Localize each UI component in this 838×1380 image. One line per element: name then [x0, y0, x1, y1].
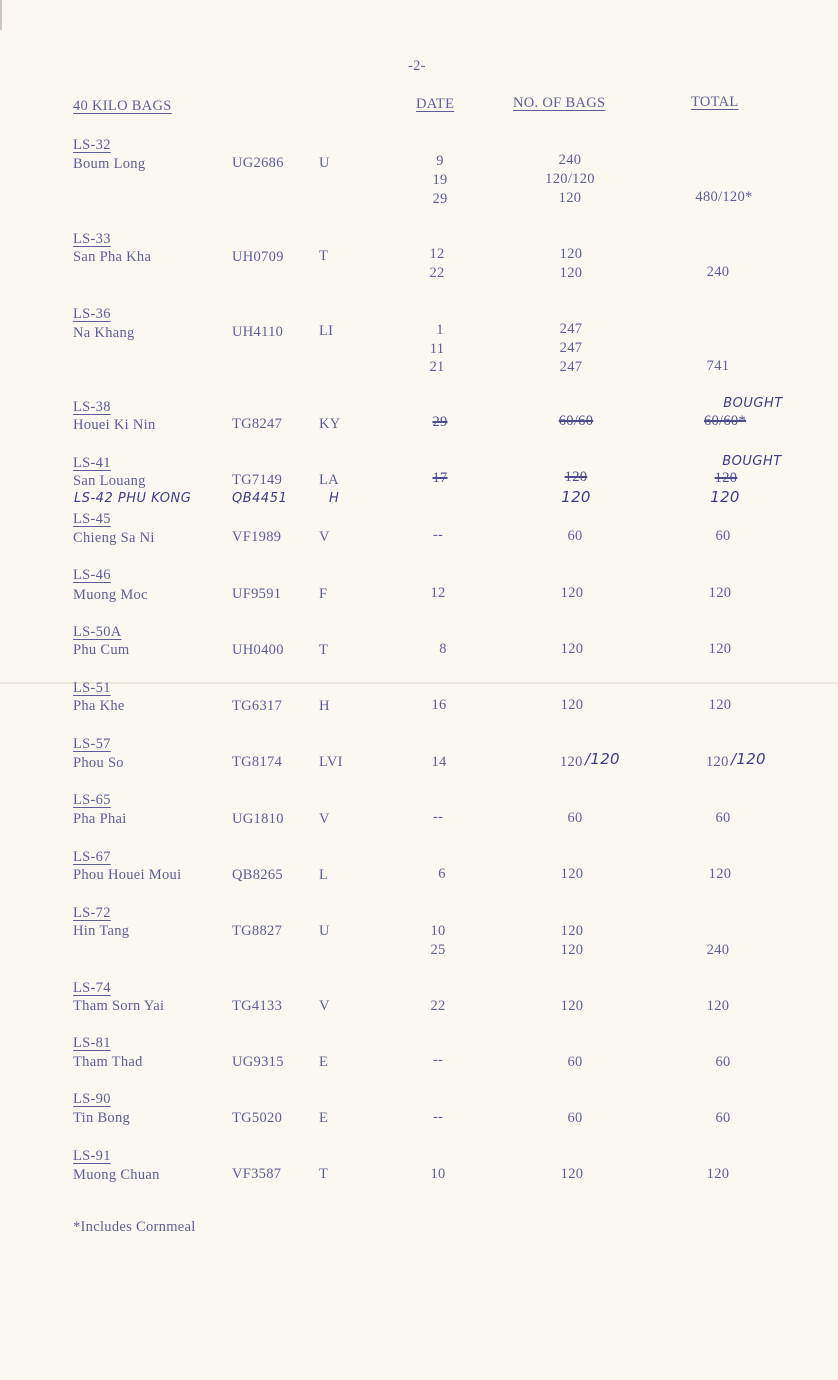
- site-name: Pha Khe: [73, 698, 125, 714]
- site-name: Boum Long: [73, 156, 146, 172]
- grid-ref: UH0709: [232, 249, 284, 265]
- site-name: Tham Sorn Yai: [73, 998, 165, 1014]
- header-total: TOTAL: [691, 94, 739, 110]
- struck-total: 120: [714, 470, 738, 486]
- site-letter: T: [319, 642, 329, 658]
- header-no-of-bags: NO. OF BAGS: [513, 95, 606, 111]
- site-letter: U: [319, 155, 330, 171]
- total-cell: 741: [706, 358, 730, 374]
- site-name: Chieng Sa Ni: [73, 530, 155, 546]
- site-code: LS-51: [73, 680, 111, 696]
- bags-cell: 60: [567, 528, 583, 544]
- bags-cell: 120/120: [545, 171, 595, 187]
- site-name: Phou So: [73, 755, 124, 771]
- date-cell: 22: [430, 998, 446, 1014]
- site-code: LS-32: [73, 137, 111, 153]
- site-name: Muong Moc: [73, 587, 148, 603]
- site-letter: V: [319, 529, 330, 545]
- site-code: LS-50A: [73, 624, 122, 640]
- total-cell: 240: [706, 264, 730, 280]
- site-letter: LI: [319, 323, 334, 339]
- total-cell: 240: [706, 942, 730, 958]
- total-cell: 60: [715, 528, 731, 544]
- page-number: -2-: [408, 58, 426, 74]
- site-letter: H: [319, 698, 330, 714]
- site-code: LS-36: [73, 306, 111, 322]
- total-cell: 120: [706, 1166, 730, 1182]
- date-cell: 6: [438, 866, 446, 882]
- grid-ref: UG9315: [232, 1054, 284, 1070]
- site-letter: U: [319, 923, 330, 939]
- site-letter: KY: [319, 416, 341, 432]
- site-code: LS-72: [73, 905, 111, 921]
- bags-cell: 120: [560, 585, 584, 601]
- total-cell: 120: [706, 998, 730, 1014]
- site-letter: V: [319, 811, 330, 827]
- site-letter: E: [319, 1054, 329, 1070]
- site-name: Houei Ki Nin: [73, 417, 156, 433]
- handwritten-bought: BOUGHT: [723, 396, 783, 411]
- bags-cell: 247: [559, 321, 583, 337]
- site-name: Tin Bong: [73, 1110, 131, 1126]
- date-cell: 19: [432, 172, 448, 188]
- handwritten-letter: H: [329, 491, 340, 506]
- date-cell: 14: [431, 754, 447, 770]
- site-letter: L: [319, 867, 329, 883]
- grid-ref: UF9591: [232, 586, 282, 602]
- date-cell: 10: [430, 923, 446, 939]
- bags-cell: 120: [560, 1166, 584, 1182]
- bags-cell: 120: [560, 866, 584, 882]
- total-cell: 120: [708, 585, 732, 601]
- struck-date: 17: [432, 470, 448, 486]
- site-code: LS-81: [73, 1035, 111, 1051]
- date-cell: --: [432, 1109, 444, 1125]
- site-code: LS-33: [73, 231, 111, 247]
- total-cell: 120: [708, 866, 732, 882]
- total-cell: 60: [715, 1110, 731, 1126]
- struck-total: 60/60*: [703, 413, 747, 429]
- site-name: San Louang: [73, 473, 146, 489]
- site-name: Na Khang: [73, 325, 135, 341]
- footnote: *Includes Cornmeal: [73, 1219, 196, 1235]
- site-name: Pha Phai: [73, 811, 127, 827]
- grid-ref: UH0400: [232, 642, 284, 658]
- date-cell: --: [432, 1052, 444, 1068]
- date-cell: 29: [432, 191, 448, 207]
- bags-cell: 120: [560, 998, 584, 1014]
- date-cell: 8: [439, 641, 447, 657]
- header-date: DATE: [416, 96, 455, 112]
- grid-ref: TG4133: [232, 998, 283, 1014]
- date-cell: 11: [429, 341, 445, 357]
- grid-ref: VF1989: [232, 529, 282, 545]
- site-letter: LA: [319, 472, 339, 488]
- total-cell: 480/120*: [695, 189, 753, 205]
- site-name: Muong Chuan: [73, 1167, 160, 1183]
- bags-cell: 120: [560, 641, 584, 657]
- site-code: LS-46: [73, 567, 111, 583]
- site-name: Phu Cum: [73, 642, 130, 658]
- grid-ref: QB8265: [232, 867, 283, 883]
- site-name: Hin Tang: [73, 923, 130, 939]
- date-cell: 12: [429, 246, 445, 262]
- handwritten-total: 120: [710, 488, 740, 506]
- grid-ref: TG7149: [232, 472, 283, 488]
- site-name: Tham Thad: [73, 1054, 143, 1070]
- bags-cell: 240: [558, 152, 582, 168]
- date-cell: 16: [431, 697, 447, 713]
- grid-ref: UH4110: [232, 324, 284, 340]
- date-cell: 25: [430, 942, 446, 958]
- edge-mark: [0, 0, 2, 30]
- bags-cell: 120: [560, 942, 584, 958]
- grid-ref: VF3587: [232, 1166, 282, 1182]
- date-cell: 12: [430, 585, 446, 601]
- site-code: LS-65: [73, 792, 111, 808]
- bags-cell: 60: [567, 1110, 583, 1126]
- grid-ref: TG6317: [232, 698, 283, 714]
- handwritten-bought: BOUGHT: [722, 454, 782, 469]
- handwritten-bags-extra: /120: [585, 750, 620, 768]
- grid-ref: UG1810: [232, 811, 284, 827]
- bags-cell: 60: [567, 1054, 583, 1070]
- grid-ref: UG2686: [232, 155, 284, 171]
- bags-cell: 120: [558, 190, 582, 206]
- site-code: LS-41: [73, 455, 111, 471]
- bags-cell: 120: [560, 697, 584, 713]
- struck-bags: 60/60: [558, 413, 594, 429]
- struck-date: 29: [432, 414, 448, 430]
- bags-cell: 120: [559, 246, 583, 262]
- date-cell: 9: [436, 153, 444, 169]
- site-code: LS-38: [73, 399, 111, 415]
- site-code: LS-45: [73, 511, 111, 527]
- struck-bags: 120: [564, 469, 588, 485]
- total-cell: 120: [708, 641, 732, 657]
- bags-cell: 247: [559, 340, 583, 356]
- grid-ref: TG8174: [232, 754, 283, 770]
- bags-cell: 247: [559, 359, 583, 375]
- site-letter: T: [319, 1166, 329, 1182]
- date-cell: --: [432, 809, 444, 825]
- grid-ref: TG8827: [232, 923, 283, 939]
- site-code: LS-57: [73, 736, 111, 752]
- site-name: San Pha Kha: [73, 249, 152, 265]
- handwritten-total-extra: /120: [731, 750, 766, 768]
- bags-cell: 120: [560, 754, 583, 770]
- date-cell: 1: [436, 322, 444, 338]
- total-cell: 60: [715, 810, 731, 826]
- date-cell: 21: [429, 359, 445, 375]
- total-cell: 120: [708, 697, 732, 713]
- site-letter: LVI: [319, 754, 343, 770]
- total-cell: 60: [715, 1054, 731, 1070]
- date-cell: 10: [430, 1166, 446, 1182]
- handwritten-bags: 120: [561, 488, 591, 506]
- handwritten-site-line: LS-42 PHU KONG: [74, 491, 192, 506]
- site-letter: F: [319, 586, 328, 602]
- handwritten-grid-ref: QB4451: [232, 491, 288, 506]
- bags-cell: 60: [567, 810, 583, 826]
- grid-ref: TG5020: [232, 1110, 283, 1126]
- site-code: LS-74: [73, 980, 111, 996]
- header-bags: 40 KILO BAGS: [73, 98, 172, 114]
- site-code: LS-91: [73, 1148, 111, 1164]
- bags-cell: 120: [560, 923, 584, 939]
- site-letter: V: [319, 998, 330, 1014]
- date-cell: --: [432, 527, 444, 543]
- site-letter: E: [319, 1110, 329, 1126]
- bags-cell: 120: [559, 265, 583, 281]
- site-code: LS-67: [73, 849, 111, 865]
- site-name: Phou Houei Moui: [73, 867, 182, 883]
- paper-fold-line: [0, 682, 838, 684]
- site-code: LS-90: [73, 1091, 111, 1107]
- total-cell: 120: [706, 754, 729, 770]
- site-letter: T: [319, 248, 329, 264]
- grid-ref: TG8247: [232, 416, 283, 432]
- date-cell: 22: [429, 265, 445, 281]
